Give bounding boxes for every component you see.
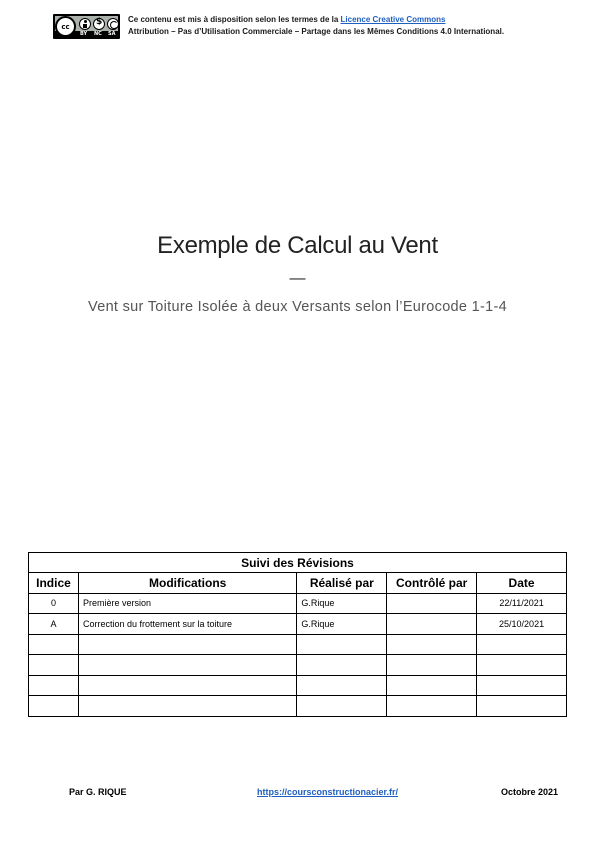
cc-icon-label: cc bbox=[61, 22, 70, 31]
revision-caption: Suivi des Révisions bbox=[29, 553, 567, 573]
cell-modification bbox=[78, 655, 296, 676]
cell-modification bbox=[78, 696, 296, 717]
table-row bbox=[29, 655, 567, 676]
footer-author: Par G. RIQUE bbox=[69, 787, 127, 797]
cell-indice bbox=[29, 696, 79, 717]
revision-caption-row bbox=[29, 553, 567, 573]
non-commercial-icon bbox=[93, 18, 105, 30]
cell-indice bbox=[29, 634, 79, 655]
cell-date bbox=[477, 675, 567, 696]
badge-by-label: BY bbox=[80, 31, 88, 37]
cell-date bbox=[477, 696, 567, 717]
title-separator: — bbox=[289, 270, 306, 287]
table-row bbox=[29, 675, 567, 696]
table-row bbox=[29, 593, 567, 614]
footer-url-link[interactable]: https://coursconstructionacier.fr/ bbox=[257, 787, 399, 797]
badge-sa-label: SA bbox=[108, 31, 116, 37]
cell-realise-par bbox=[297, 655, 387, 676]
license-line-1 bbox=[128, 14, 504, 26]
creative-commons-badge-icon[interactable] bbox=[53, 14, 120, 39]
cell-controle-par bbox=[387, 675, 477, 696]
attribution-icon bbox=[79, 18, 91, 30]
cell-modification bbox=[78, 675, 296, 696]
cell-realise-par bbox=[297, 696, 387, 717]
footer-date: Octobre 2021 bbox=[501, 787, 559, 797]
cell-indice: A bbox=[29, 614, 79, 635]
license-header bbox=[53, 14, 504, 39]
cell-date: 22/11/2021 bbox=[477, 593, 567, 614]
license-line-2: Attribution – Pas d’Utilisation Commerciale – Partage dans les Mêmes Conditions 4.0 International. bbox=[128, 27, 505, 36]
license-link[interactable]: Licence Creative Commons bbox=[340, 15, 446, 24]
document-subtitle: Vent sur Toiture Isolée à deux Versants selon l’Eurocode 1-1-4 bbox=[88, 299, 507, 315]
revision-header-row bbox=[29, 573, 567, 594]
document-title: Exemple de Calcul au Vent bbox=[157, 232, 438, 259]
cell-indice: 0 bbox=[29, 593, 79, 614]
table-row bbox=[29, 634, 567, 655]
table-row bbox=[29, 614, 567, 635]
cell-date bbox=[477, 634, 567, 655]
revision-table bbox=[28, 552, 567, 717]
cell-controle-par bbox=[387, 614, 477, 635]
cell-realise-par bbox=[297, 675, 387, 696]
footer-url-container bbox=[257, 787, 398, 797]
header-realise-par: Réalisé par bbox=[297, 573, 387, 594]
cell-controle-par bbox=[387, 655, 477, 676]
badge-nc-label: NC bbox=[94, 31, 102, 37]
license-prefix: Ce contenu est mis à disposition selon les termes de la bbox=[128, 15, 341, 24]
cell-controle-par bbox=[387, 696, 477, 717]
header-controle-par: Contrôlé par bbox=[387, 573, 477, 594]
cell-modification bbox=[78, 634, 296, 655]
cell-realise-par bbox=[297, 634, 387, 655]
cell-controle-par bbox=[387, 634, 477, 655]
share-alike-icon bbox=[107, 18, 119, 30]
cell-realise-par: G.Rique bbox=[297, 593, 387, 614]
cell-controle-par bbox=[387, 593, 477, 614]
cell-date: 25/10/2021 bbox=[477, 614, 567, 635]
cell-realise-par: G.Rique bbox=[297, 614, 387, 635]
cell-indice bbox=[29, 655, 79, 676]
header-modifications: Modifications bbox=[78, 573, 296, 594]
header-date: Date bbox=[477, 573, 567, 594]
table-row bbox=[29, 696, 567, 717]
cell-modification: Correction du frottement sur la toiture bbox=[78, 614, 296, 635]
cell-date bbox=[477, 655, 567, 676]
cell-indice bbox=[29, 675, 79, 696]
cell-modification: Première version bbox=[78, 593, 296, 614]
header-indice: Indice bbox=[29, 573, 79, 594]
cc-icon bbox=[55, 16, 76, 37]
license-text bbox=[128, 14, 504, 38]
